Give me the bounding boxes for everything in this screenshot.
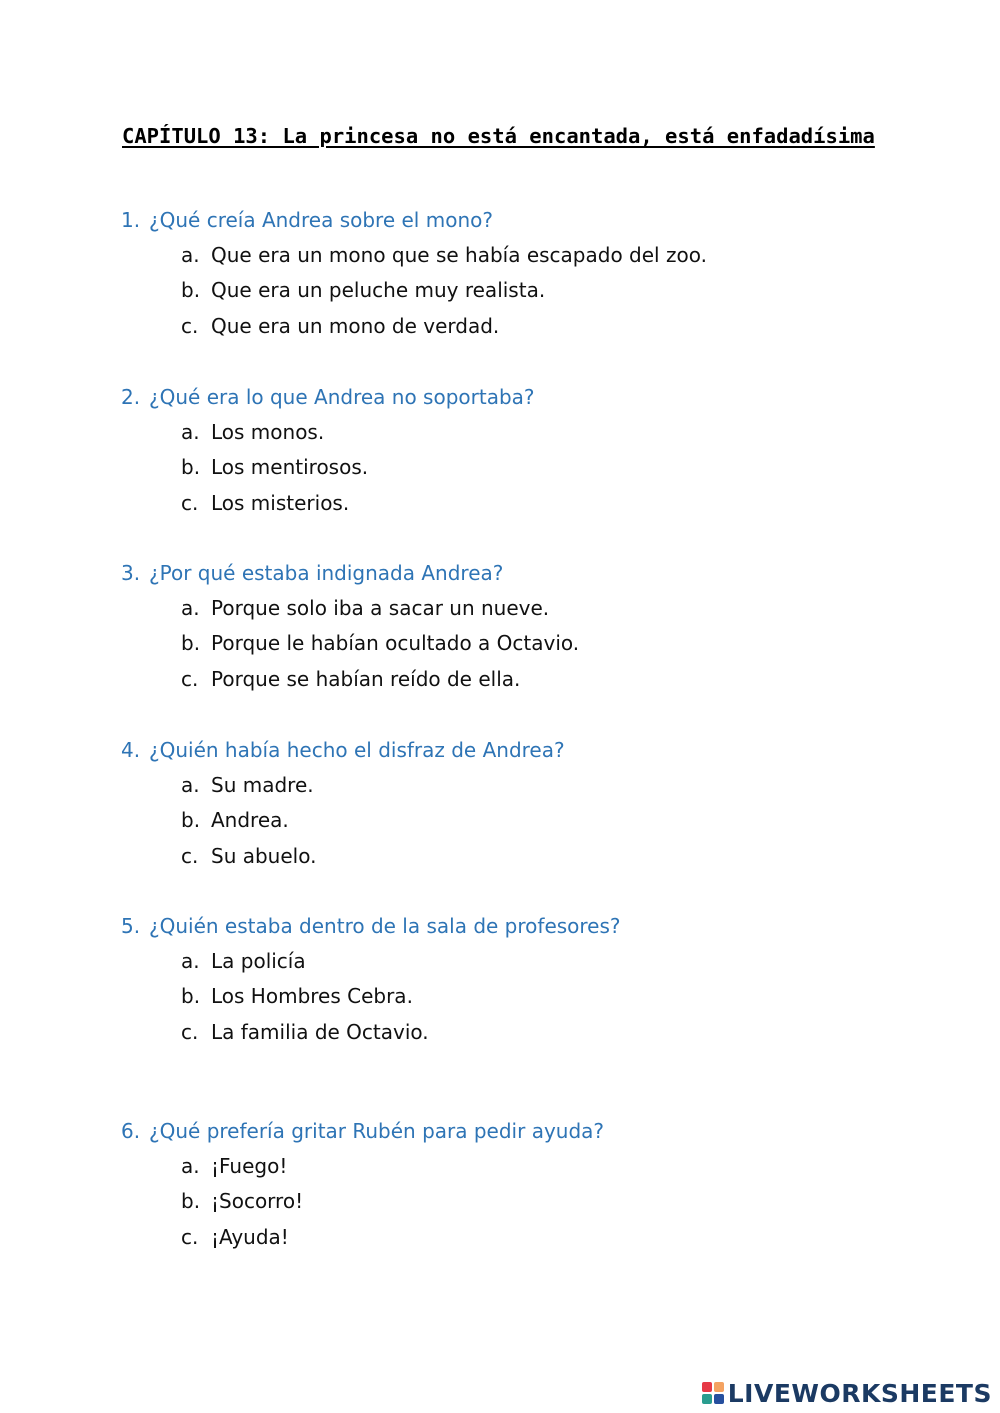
answer-option-c[interactable]	[181, 662, 921, 697]
option-letter: a.	[181, 420, 200, 444]
question-text: ¿Qué creía Andrea sobre el mono?	[149, 208, 493, 232]
option-text: ¡Ayuda!	[211, 1224, 289, 1249]
option-letter: a.	[181, 773, 200, 797]
question-4	[121, 733, 921, 874]
option-letter: c.	[181, 313, 199, 338]
question-prompt	[121, 380, 921, 415]
option-text: Porque le habían ocultado a Octavio.	[211, 631, 580, 656]
answer-option-c[interactable]	[181, 1015, 921, 1050]
question-text: ¿Quién estaba dentro de la sala de profesores?	[149, 914, 621, 938]
answer-option-c[interactable]	[181, 309, 921, 344]
question-prompt	[121, 203, 921, 238]
page-title: CAPÍTULO 13: La princesa no está encantada, está enfadadísima	[122, 124, 875, 148]
liveworksheets-logo[interactable]	[702, 1379, 992, 1407]
option-text: Porque solo iba a sacar un nueve.	[211, 596, 550, 620]
logo-square-red	[702, 1382, 712, 1392]
answer-option-b[interactable]	[181, 979, 921, 1014]
answer-options	[121, 1149, 921, 1255]
option-text: Que era un mono que se había escapado del zoo.	[211, 243, 707, 267]
logo-square-blue	[714, 1394, 724, 1404]
option-letter: a.	[181, 1154, 200, 1178]
answer-option-a[interactable]	[181, 415, 921, 450]
question-number: 3.	[121, 561, 141, 585]
liveworksheets-logo-icon	[702, 1382, 724, 1404]
option-text: Que era un mono de verdad.	[211, 313, 500, 338]
option-letter: c.	[181, 843, 199, 868]
answer-option-b[interactable]	[181, 273, 921, 308]
option-text: ¡Socorro!	[211, 1189, 304, 1214]
option-text: Los monos.	[211, 420, 325, 444]
option-letter: b.	[181, 808, 201, 833]
logo-square-orange	[714, 1382, 724, 1392]
option-text: Su madre.	[211, 773, 314, 797]
option-letter: b.	[181, 278, 201, 303]
option-letter: b.	[181, 631, 201, 656]
logo-square-green	[702, 1394, 712, 1404]
question-number: 6.	[121, 1119, 141, 1143]
answer-options	[121, 944, 921, 1050]
option-text: Porque se habían reído de ella.	[211, 666, 521, 691]
question-6	[121, 1114, 921, 1255]
option-text: Su abuelo.	[211, 843, 317, 868]
question-1	[121, 203, 921, 344]
answer-option-b[interactable]	[181, 450, 921, 485]
answer-option-a[interactable]	[181, 591, 921, 626]
answer-option-a[interactable]	[181, 238, 921, 273]
question-text: ¿Quién había hecho el disfraz de Andrea?	[149, 738, 565, 762]
answer-options	[121, 238, 921, 344]
question-number: 4.	[121, 738, 141, 762]
option-letter: c.	[181, 490, 199, 515]
option-letter: c.	[181, 1224, 199, 1249]
answer-option-b[interactable]	[181, 626, 921, 661]
answer-option-b[interactable]	[181, 803, 921, 838]
logo-text: LIVEWORKSHEETS	[727, 1378, 992, 1408]
question-prompt	[121, 733, 921, 768]
answer-options	[121, 768, 921, 874]
question-number: 2.	[121, 385, 141, 409]
option-text: ¡Fuego!	[211, 1154, 288, 1178]
question-number: 1.	[121, 208, 141, 232]
question-prompt	[121, 909, 921, 944]
option-text: Que era un peluche muy realista.	[211, 278, 546, 303]
option-text: Los misterios.	[211, 490, 350, 515]
option-text: La familia de Octavio.	[211, 1019, 429, 1044]
question-prompt	[121, 556, 921, 591]
question-5	[121, 909, 921, 1050]
question-2	[121, 380, 921, 521]
option-text: La policía	[211, 949, 306, 973]
option-letter: a.	[181, 949, 200, 973]
option-text: Los mentirosos.	[211, 455, 369, 480]
question-text: ¿Por qué estaba indignada Andrea?	[149, 561, 504, 585]
question-number: 5.	[121, 914, 141, 938]
option-letter: b.	[181, 1189, 201, 1214]
answer-option-c[interactable]	[181, 1220, 921, 1255]
question-text: ¿Qué prefería gritar Rubén para pedir ayuda?	[149, 1119, 605, 1143]
question-3	[121, 556, 921, 697]
answer-option-c[interactable]	[181, 486, 921, 521]
option-letter: c.	[181, 1019, 199, 1044]
answer-option-a[interactable]	[181, 768, 921, 803]
question-prompt	[121, 1114, 921, 1149]
answer-option-a[interactable]	[181, 944, 921, 979]
option-letter: b.	[181, 984, 201, 1009]
option-letter: c.	[181, 666, 199, 691]
option-letter: a.	[181, 243, 200, 267]
answer-option-b[interactable]	[181, 1184, 921, 1219]
option-letter: b.	[181, 455, 201, 480]
answer-option-c[interactable]	[181, 839, 921, 874]
answer-options	[121, 415, 921, 521]
option-letter: a.	[181, 596, 200, 620]
option-text: Andrea.	[211, 808, 289, 833]
answer-option-a[interactable]	[181, 1149, 921, 1184]
option-text: Los Hombres Cebra.	[211, 984, 413, 1009]
answer-options	[121, 591, 921, 697]
question-text: ¿Qué era lo que Andrea no soportaba?	[149, 385, 535, 409]
